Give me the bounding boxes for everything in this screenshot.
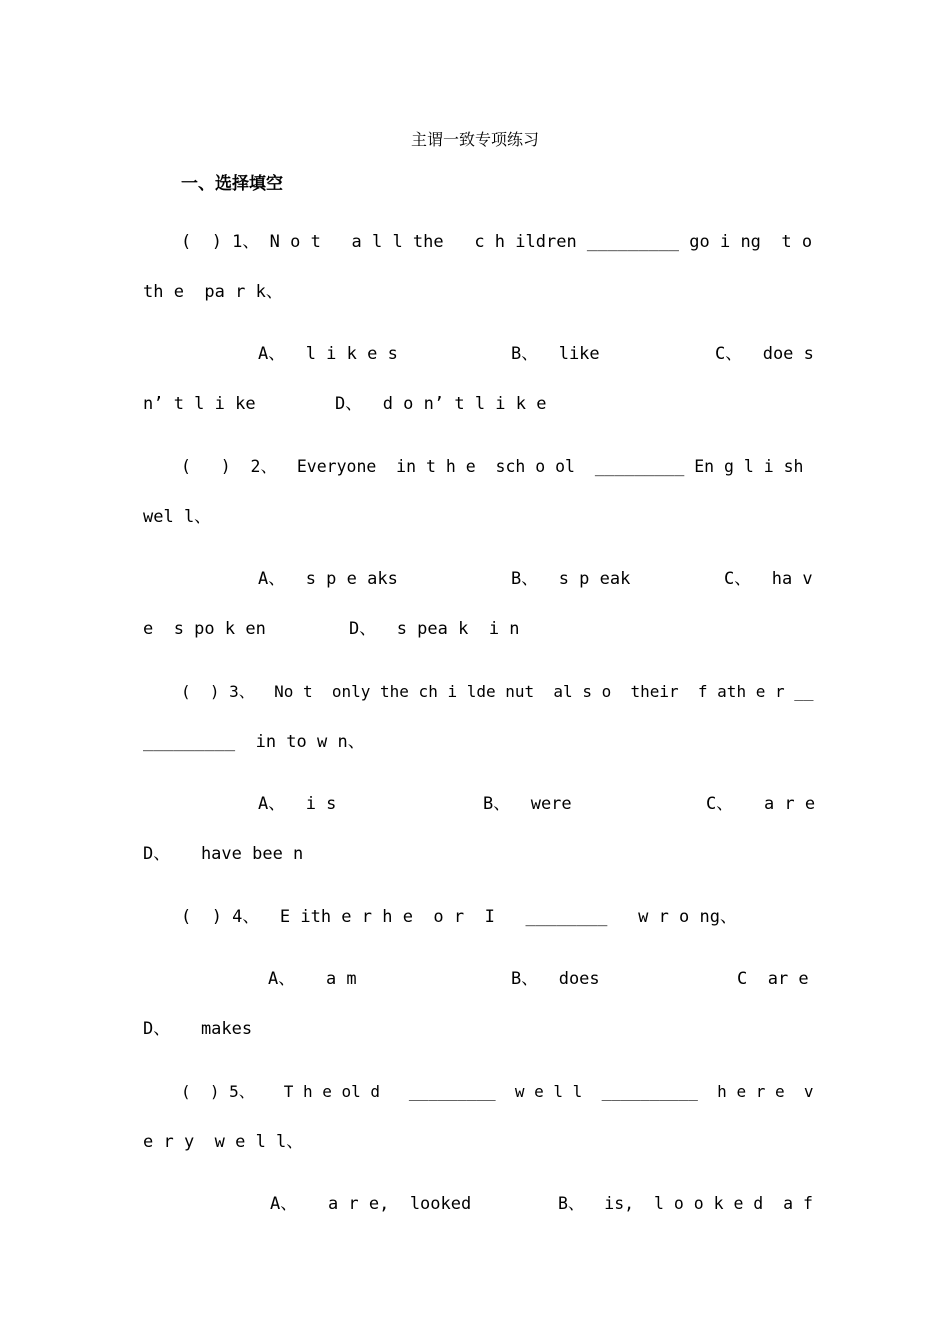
question-4-option-b: B、 does [511,969,600,989]
question-4-option-d: D、 makes [143,1019,253,1039]
question-2-option-a: A、 s p e aks [258,569,398,589]
question-1-option-d: D、 d o n’ t l i k e [335,394,547,414]
question-2-option-c: C、 ha v [724,569,813,589]
question-3-stem-cont: _________ in to w n、 [143,732,365,752]
question-3-stem: ( ) 3、 No t only the ch i lde nut al s o their f ath e r __ [181,682,814,701]
question-3-option-c: C、 a r e [706,794,816,814]
section-heading: 一、选择填空 [181,174,283,194]
question-1-stem-cont: th e pa r k、 [143,282,283,302]
question-3-option-d: D、 have bee n [143,844,304,864]
question-1-stem: ( ) 1、 N o t a l l the c h ildren _________ go i ng t o [181,232,813,252]
question-5-stem: ( ) 5、 T h e ol d _________ w e l l __________ h e r e v [181,1082,814,1101]
page-title: 主谓一致专项练习 [410,130,539,149]
question-4-stem: ( ) 4、 E ith e r h e o r I ________ w r o ng、 [181,907,737,927]
question-4-option-a: A、 a m [268,969,357,989]
question-2-option-b: B、 s p eak [511,569,631,589]
question-1-option-b: B、 like [511,344,600,364]
question-5-option-a: A、 a r e, looked [270,1194,472,1214]
question-1-option-a: A、 l i k e s [258,344,398,364]
question-1-option-c: C、 doe s [715,344,814,364]
question-4-option-c: C ar e [737,969,809,989]
question-2-stem: ( ) 2、 Everyone in t h e sch o ol _________ En g l i sh [181,457,804,476]
question-1-option-c-cont: n’ t l i ke [143,394,256,414]
question-2-option-c-cont: e s po k en [143,619,266,639]
question-2-stem-cont: wel l、 [143,507,212,527]
question-3-option-b: B、 were [483,794,572,814]
question-2-option-d: D、 s pea k i n [349,619,520,639]
question-3-option-a: A、 i s [258,794,337,814]
question-5-option-b: B、 is, l o o k e d a f [558,1194,813,1213]
question-5-stem-cont: e r y w e l l、 [143,1132,304,1152]
